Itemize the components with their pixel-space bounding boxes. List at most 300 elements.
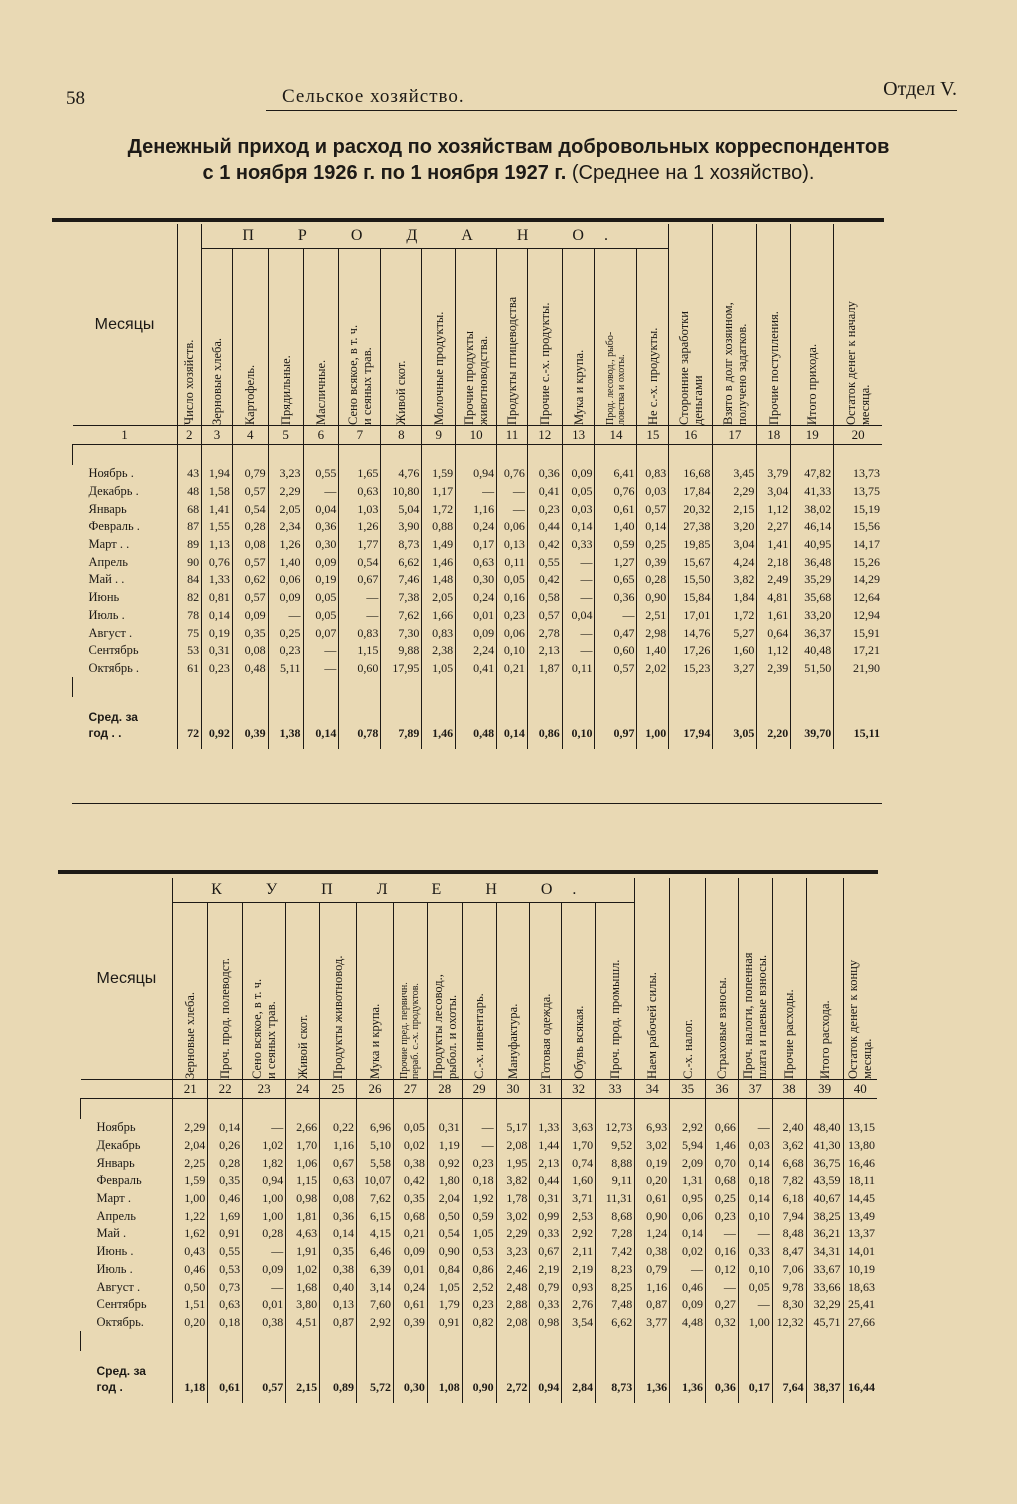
table-cell: 0,06 [497, 518, 528, 536]
table-cell: 0,27 [706, 1296, 739, 1314]
table-row [81, 1172, 878, 1190]
spacer-cell [320, 1099, 357, 1120]
table-cell: 1,70 [562, 1137, 596, 1155]
spacer-cell [422, 677, 456, 697]
table-cell: 33,20 [791, 607, 834, 625]
table-cell: 14,45 [843, 1190, 877, 1208]
table-cell: 13,37 [843, 1225, 877, 1243]
table-cell: 0,09 [562, 465, 595, 483]
spacer-cell [320, 1331, 357, 1351]
month-label: Сентябрь [88, 643, 139, 658]
table-cell: 5,58 [357, 1154, 394, 1172]
table-cell: 0,10 [738, 1261, 772, 1279]
table-cell: 3,02 [496, 1207, 530, 1225]
table-row [81, 1278, 878, 1296]
spacer-row [81, 1099, 878, 1120]
spacer-cell [339, 445, 381, 466]
table-cell: 2,24 [456, 642, 497, 660]
table-cell: 0,50 [427, 1207, 462, 1225]
table-cell: 0,47 [595, 624, 637, 642]
table-cell: 0,94 [456, 465, 497, 483]
table-cell: 33,67 [806, 1261, 843, 1279]
month-label: Июнь [88, 590, 120, 605]
column-header [177, 224, 202, 426]
table-cell: 0,08 [232, 536, 268, 554]
table-cell: 0,83 [339, 624, 381, 642]
table-cell: 2,34 [268, 518, 303, 536]
table-cell: 15,67 [669, 553, 713, 571]
table-cell: 53 [177, 642, 202, 660]
table-cell: 2,39 [757, 660, 791, 678]
table-cell: 0,14 [738, 1190, 772, 1208]
spacer-cell [173, 1099, 208, 1120]
column-header-text: С.-х. инвентарь. [472, 993, 487, 1079]
column-header [202, 249, 233, 426]
column-header-text: Сено всякое, в т. ч. и сеяных трав. [250, 978, 279, 1079]
spacer-cell [530, 1331, 562, 1351]
table-cell: 0,84 [427, 1261, 462, 1279]
column-number: 4 [232, 426, 268, 445]
table-cell: 17,21 [834, 642, 882, 660]
column-number: 37 [738, 1080, 772, 1099]
table-cell: 0,59 [462, 1207, 496, 1225]
column-number: 18 [757, 426, 791, 445]
average-cell: 0,86 [527, 697, 562, 749]
table2-top-rule [58, 870, 878, 874]
column-number: 32 [562, 1080, 596, 1099]
page-number: 58 [66, 88, 85, 109]
table-row [73, 607, 883, 625]
table-cell: 0,30 [303, 536, 339, 554]
column-number: 15 [637, 426, 669, 445]
spacer-cell [427, 1331, 462, 1351]
spacer-cell [462, 1331, 496, 1351]
table-cell: — [670, 1261, 706, 1279]
column-header-text: Наем рабочей силы. [645, 971, 660, 1079]
table-cell: 0,28 [637, 571, 669, 589]
table-cell: 41,30 [806, 1137, 843, 1155]
table-cell: 0,23 [527, 500, 562, 518]
table-cell: 7,62 [381, 607, 422, 625]
average-cell: 5,72 [357, 1351, 394, 1403]
spacer-cell [834, 445, 882, 466]
column-number: 29 [462, 1080, 496, 1099]
spacer-cell [596, 1099, 635, 1120]
table-cell: 0,82 [462, 1314, 496, 1332]
table-cell: 2,98 [637, 624, 669, 642]
column-header-text: Живой скот. [394, 360, 409, 425]
column-number: 36 [706, 1080, 739, 1099]
table-cell: 0,25 [637, 536, 669, 554]
table-cell: 1,33 [530, 1119, 562, 1137]
table-cell: 0,33 [530, 1296, 562, 1314]
spacer-cell [595, 677, 637, 697]
table-row [73, 624, 883, 642]
table-cell: 36,37 [791, 624, 834, 642]
spacer-cell [422, 445, 456, 466]
spacer-cell [562, 1099, 596, 1120]
table-cell: 2,08 [496, 1314, 530, 1332]
column-number: 2 [177, 426, 202, 445]
table-cell: 9,52 [596, 1137, 635, 1155]
table-cell: 4,48 [670, 1314, 706, 1332]
column-header [496, 903, 530, 1080]
table-cell: 0,54 [339, 553, 381, 571]
table-cell: 15,50 [669, 571, 713, 589]
column-header-text: Живой скот. [295, 1014, 310, 1079]
table-cell: 0,18 [738, 1172, 772, 1190]
table-cell: 0,05 [738, 1278, 772, 1296]
table-cell: 7,30 [381, 624, 422, 642]
table-cell: 0,02 [670, 1243, 706, 1261]
table-cell: 0,10 [497, 642, 528, 660]
table-cell: 6,68 [772, 1154, 806, 1172]
table-cell: 0,18 [462, 1172, 496, 1190]
table-cell: 4,15 [357, 1225, 394, 1243]
table-cell: 7,62 [357, 1190, 394, 1208]
table-cell: 87 [177, 518, 202, 536]
column-header-text: Обувь всякая. [571, 1005, 586, 1079]
table-cell: 0,04 [562, 607, 595, 625]
table-cell: — [303, 660, 339, 678]
table-cell: 2,53 [562, 1207, 596, 1225]
table-cell: 0,14 [320, 1225, 357, 1243]
table-cell: 0,09 [670, 1296, 706, 1314]
table-cell: 0,95 [670, 1190, 706, 1208]
table-cell: 0,19 [202, 624, 233, 642]
table-cell: 6,96 [357, 1119, 394, 1137]
month-label: Декабрь . [88, 484, 139, 499]
months-header: Месяцы [94, 315, 155, 333]
average-cell: 0,36 [706, 1351, 739, 1403]
column-number: 14 [595, 426, 637, 445]
month-label: Сентябрь [96, 1297, 147, 1312]
column-header [757, 224, 791, 426]
column-header [456, 249, 497, 426]
table-row [81, 1154, 878, 1172]
table-cell: 0,23 [268, 642, 303, 660]
table-cell: 2,04 [427, 1190, 462, 1208]
table-cell: 2,92 [357, 1314, 394, 1332]
table-cell: 0,11 [497, 553, 528, 571]
column-header [232, 249, 268, 426]
table-cell: — [562, 589, 595, 607]
table-cell: 0,61 [595, 500, 637, 518]
average-cell: 1,08 [427, 1351, 462, 1403]
spacer-cell [177, 445, 202, 466]
column-header [393, 903, 427, 1080]
table-cell: 1,58 [202, 483, 233, 501]
table-cell: 0,30 [456, 571, 497, 589]
table-row [81, 1314, 878, 1332]
spacer-cell [806, 1331, 843, 1351]
spacer-cell [393, 1099, 427, 1120]
title-period: с 1 ноября 1926 г. по 1 ноября 1927 г. [202, 162, 567, 184]
column-number: 17 [713, 426, 757, 445]
average-cell: 0,94 [530, 1351, 562, 1403]
column-number: 22 [208, 1080, 243, 1099]
average-cell: 1,38 [268, 697, 303, 749]
table-cell: 5,17 [496, 1119, 530, 1137]
table-row [73, 518, 883, 536]
column-header [286, 903, 320, 1080]
table-cell: 0,25 [268, 624, 303, 642]
table-cell: 0,79 [635, 1261, 670, 1279]
spacer-cell [706, 1099, 739, 1120]
spacer-cell [713, 445, 757, 466]
table-cell: 0,01 [243, 1296, 286, 1314]
table-cell: 0,33 [738, 1243, 772, 1261]
table-cell: 0,28 [232, 518, 268, 536]
spacer-cell [202, 677, 233, 697]
table-cell: 36,75 [806, 1154, 843, 1172]
table-cell: 0,05 [303, 607, 339, 625]
table-cell: 6,46 [357, 1243, 394, 1261]
table-cell: 0,24 [456, 518, 497, 536]
spacer-cell [757, 677, 791, 697]
table-cell: 1,26 [268, 536, 303, 554]
table-cell: 1,03 [339, 500, 381, 518]
table-cell: 1,05 [422, 660, 456, 678]
column-header [669, 224, 713, 426]
spacer-cell [381, 445, 422, 466]
table-cell: 0,76 [497, 465, 528, 483]
table-cell: 0,42 [393, 1172, 427, 1190]
column-number: 9 [422, 426, 456, 445]
table-cell: 12,32 [772, 1314, 806, 1332]
table-cell: 2,08 [496, 1137, 530, 1155]
table-cell: 1,26 [339, 518, 381, 536]
column-number: 31 [530, 1080, 562, 1099]
table-cell: 0,54 [427, 1225, 462, 1243]
column-header-text: Прод. лесовод., рыбо- ловства и охоты. [604, 331, 627, 425]
spacer-cell [497, 677, 528, 697]
spacer-cell [637, 445, 669, 466]
table-cell: 34,31 [806, 1243, 843, 1261]
table-cell: 12,94 [834, 607, 882, 625]
table-cell: 15,26 [834, 553, 882, 571]
table1-top-rule [52, 218, 884, 222]
table-cell: 2,76 [562, 1296, 596, 1314]
table-cell: 1,05 [427, 1278, 462, 1296]
table-cell: 7,42 [596, 1243, 635, 1261]
column-number: 3 [202, 426, 233, 445]
column-number: 6 [303, 426, 339, 445]
table-cell: 0,68 [706, 1172, 739, 1190]
column-header [422, 249, 456, 426]
table-cell: 1,84 [713, 589, 757, 607]
column-header-text: Прочие пред. первичн. пераб. с.-х. продуктов. [399, 982, 422, 1079]
expense-table [80, 878, 877, 1403]
table-cell: 3,54 [562, 1314, 596, 1332]
table-cell: 32,29 [806, 1296, 843, 1314]
table-cell: 0,91 [427, 1314, 462, 1332]
table-cell: 0,03 [637, 483, 669, 501]
spacer-row [81, 1331, 878, 1351]
average-cell: 0,48 [456, 697, 497, 749]
table-cell: 0,57 [232, 589, 268, 607]
table-cell: 18,63 [843, 1278, 877, 1296]
spacer-cell [738, 1331, 772, 1351]
column-header [772, 878, 806, 1080]
table-cell: 2,25 [173, 1154, 208, 1172]
table-cell: 0,63 [456, 553, 497, 571]
title-line-1: Денежный приход и расход по хозяйствам добровольных корреспондентов [127, 136, 890, 158]
table-cell: — [339, 607, 381, 625]
column-number: 1 [73, 426, 178, 445]
table-row [81, 1207, 878, 1225]
table-cell: 0,25 [706, 1190, 739, 1208]
table-cell: 17,95 [381, 660, 422, 678]
column-number: 33 [596, 1080, 635, 1099]
table-cell: 0,41 [456, 660, 497, 678]
table-cell: 0,44 [530, 1172, 562, 1190]
table-cell: — [268, 607, 303, 625]
table-cell: 0,21 [393, 1225, 427, 1243]
table-cell: 36,48 [791, 553, 834, 571]
table-cell: 1,68 [286, 1278, 320, 1296]
table-cell: 1,13 [202, 536, 233, 554]
month-label: Февраль . [88, 519, 140, 534]
table-cell: 0,05 [562, 483, 595, 501]
table-cell: 2,66 [286, 1119, 320, 1137]
table-cell: 36,21 [806, 1225, 843, 1243]
table-cell: 3,62 [772, 1137, 806, 1155]
table-cell: 0,46 [208, 1190, 243, 1208]
spacer-cell [232, 677, 268, 697]
spacer-cell [670, 1331, 706, 1351]
table-cell: 1,40 [268, 553, 303, 571]
section-title: Сельское хозяйство. [282, 86, 465, 107]
column-header-text: Зерновые хлеба. [183, 991, 198, 1079]
table-cell: 0,39 [637, 553, 669, 571]
table-cell: 0,40 [320, 1278, 357, 1296]
table-cell: 19,85 [669, 536, 713, 554]
column-header [381, 249, 422, 426]
table-cell: 0,36 [527, 465, 562, 483]
table-cell: 0,55 [208, 1243, 243, 1261]
column-header [562, 249, 595, 426]
table-cell: 1,81 [286, 1207, 320, 1225]
table-cell: 0,23 [202, 660, 233, 678]
table-cell: 1,79 [427, 1296, 462, 1314]
table-row [81, 1137, 878, 1155]
table-cell: 0,53 [462, 1243, 496, 1261]
table-cell: 0,38 [320, 1261, 357, 1279]
column-header [806, 878, 843, 1080]
table-cell: 0,16 [497, 589, 528, 607]
table-cell: 38,25 [806, 1207, 843, 1225]
spacer-cell [427, 1099, 462, 1120]
table-cell: 11,31 [596, 1190, 635, 1208]
spacer-cell [393, 1331, 427, 1351]
average-cell: 0,89 [320, 1351, 357, 1403]
table-cell: 10,80 [381, 483, 422, 501]
average-cell: 38,37 [806, 1351, 843, 1403]
table-cell: 46,14 [791, 518, 834, 536]
table-cell: 6,18 [772, 1190, 806, 1208]
column-header-text: Мука и крупа. [571, 349, 586, 425]
table-cell: 3,04 [713, 536, 757, 554]
table-cell: 4,63 [286, 1225, 320, 1243]
average-cell: 0,14 [303, 697, 339, 749]
table-cell: 9,11 [596, 1172, 635, 1190]
average-cell: 39,70 [791, 697, 834, 749]
table-cell: 1,41 [202, 500, 233, 518]
table-cell: 0,68 [393, 1207, 427, 1225]
table-cell: 27,66 [843, 1314, 877, 1332]
table-cell: 1,05 [462, 1225, 496, 1243]
spacer-cell [772, 1099, 806, 1120]
table-cell: 2,40 [772, 1119, 806, 1137]
table-cell: 0,03 [562, 500, 595, 518]
table-cell: 0,63 [208, 1296, 243, 1314]
table-cell: 0,74 [562, 1154, 596, 1172]
table-cell: 1,24 [635, 1225, 670, 1243]
table-cell: 2,92 [562, 1225, 596, 1243]
table-cell: 40,67 [806, 1190, 843, 1208]
average-cell: 0,57 [243, 1351, 286, 1403]
table-cell: 1,72 [713, 607, 757, 625]
table-cell: 3,45 [713, 465, 757, 483]
average-cell: 0,14 [497, 697, 528, 749]
column-header-text: Молочные продукты. [431, 311, 446, 425]
column-number: 10 [456, 426, 497, 445]
spacer-cell [243, 1099, 286, 1120]
column-header-text: Продукты лесовод., рыбол. и охоты. [430, 974, 459, 1079]
table-cell: 0,05 [303, 589, 339, 607]
column-header [268, 249, 303, 426]
column-header-text: Остаток денег к концу месяца. [846, 959, 875, 1079]
spacer-cell [496, 1099, 530, 1120]
table-cell: 1,16 [635, 1278, 670, 1296]
table-cell: — [243, 1243, 286, 1261]
table-cell: 2,27 [757, 518, 791, 536]
table-cell: 3,82 [496, 1172, 530, 1190]
table1-bottom-rule [72, 803, 882, 804]
table-cell: 0,58 [527, 589, 562, 607]
table-cell: 0,50 [173, 1278, 208, 1296]
column-header-text: Продукты животновод. [331, 955, 346, 1079]
table-cell: 3,27 [713, 660, 757, 678]
table-cell: 15,19 [834, 500, 882, 518]
table-cell: 0,28 [243, 1225, 286, 1243]
table-cell: 7,82 [772, 1172, 806, 1190]
table-cell: 1,16 [456, 500, 497, 518]
table-cell: 0,03 [738, 1137, 772, 1155]
table-cell: 3,82 [713, 571, 757, 589]
table-cell: — [456, 483, 497, 501]
average-cell: 0,97 [595, 697, 637, 749]
spacer-cell [843, 1099, 877, 1120]
table-cell: 9,78 [772, 1278, 806, 1296]
table-cell: 4,24 [713, 553, 757, 571]
table-cell: 15,91 [834, 624, 882, 642]
table-cell: 0,61 [635, 1190, 670, 1208]
table-cell: 0,05 [393, 1119, 427, 1137]
table-cell: 1,60 [562, 1172, 596, 1190]
table-cell: 6,93 [635, 1119, 670, 1137]
table-cell: 0,23 [706, 1207, 739, 1225]
table-cell: 5,94 [670, 1137, 706, 1155]
average-row [73, 697, 883, 749]
table-cell: 75 [177, 624, 202, 642]
column-number: 35 [670, 1080, 706, 1099]
table-cell: 68 [177, 500, 202, 518]
table-cell: 25,41 [843, 1296, 877, 1314]
table-cell: 0,62 [232, 571, 268, 589]
table-cell: 3,04 [757, 483, 791, 501]
